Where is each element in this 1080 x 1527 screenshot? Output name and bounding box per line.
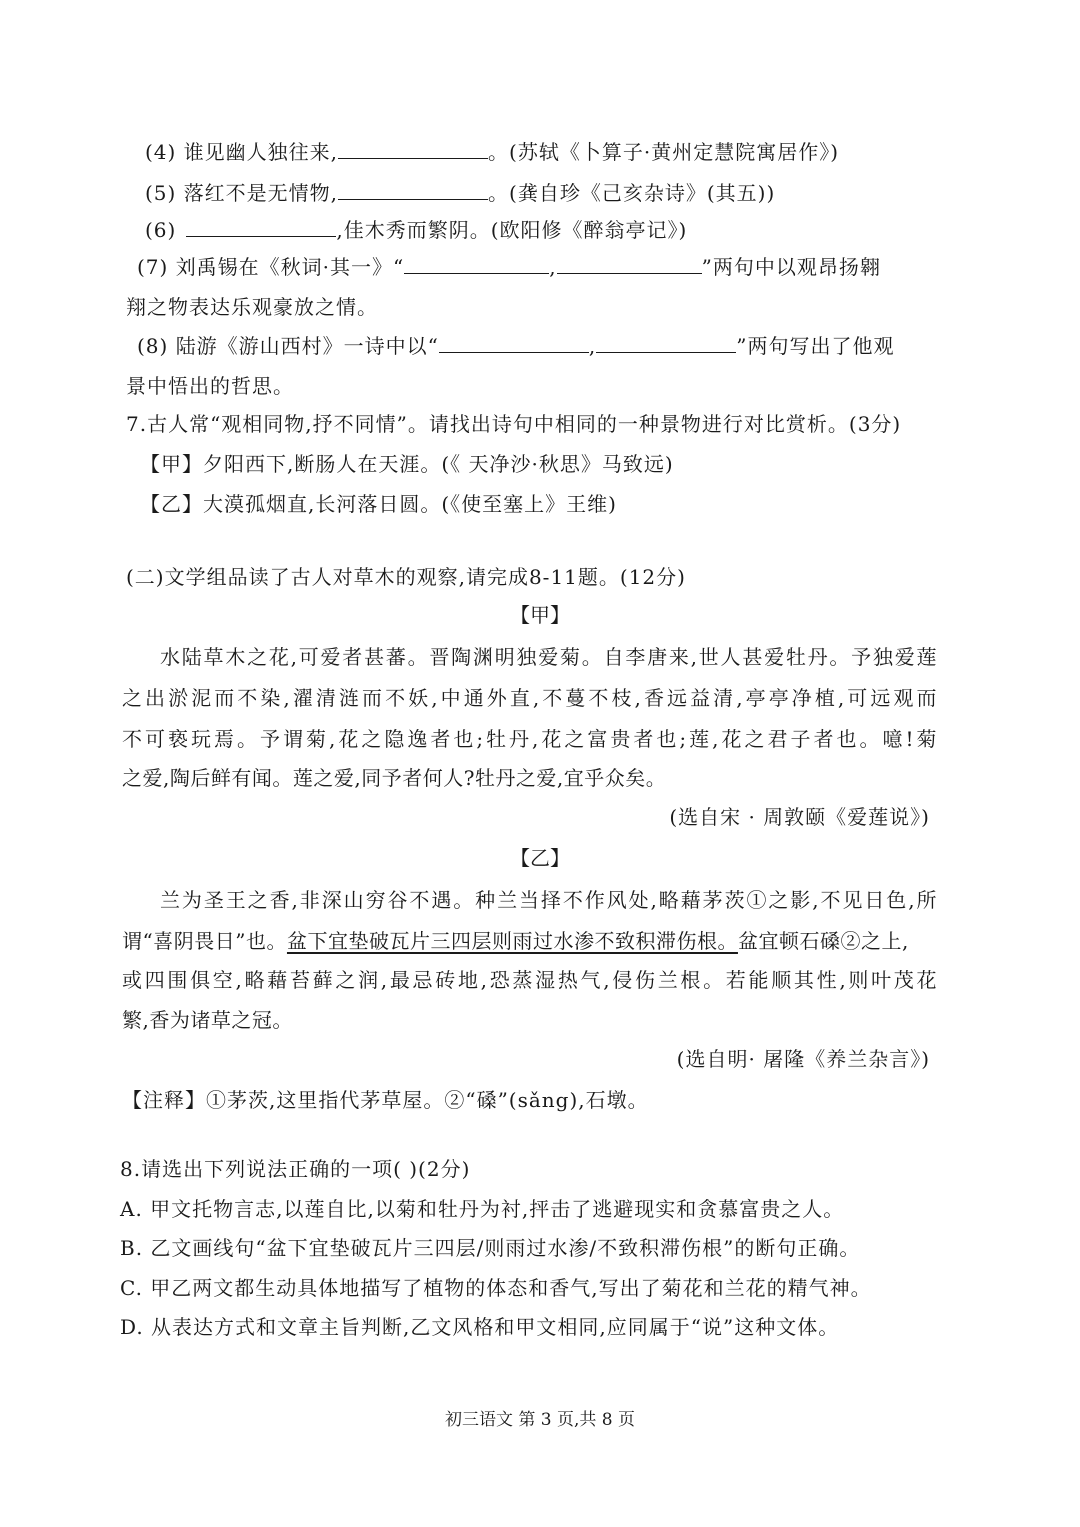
q7-prompt: 7.古人常“观相同物,抒不同情”。请找出诗句中相同的一种景物进行对比赏析。(3分) [126, 412, 902, 436]
q5-blank[interactable] [338, 181, 488, 200]
q8-blank-2[interactable] [596, 334, 736, 353]
fill-in-q7 [137, 253, 881, 281]
q8-option-d[interactable]: D. 从表达方式和文章主旨判断,乙文风格和甲文相同,应同属于“说”这种文体。 [120, 1315, 840, 1339]
fill-in-q5 [145, 179, 775, 207]
q8-comma: , [588, 334, 597, 358]
q8-blank-1[interactable] [439, 334, 589, 353]
q4-text: (4) 谁见幽人独往来, [145, 140, 339, 164]
q7-text-end: ”两句中以观昂扬翱 [701, 255, 881, 279]
q8-fill-text-end: ”两句写出了他观 [736, 334, 895, 358]
yi-line-2-start: 谓“喜阴畏日”也。 [122, 929, 287, 953]
yi-line-2-end: 盆宜顿石磉②之上, [737, 929, 909, 953]
yi-line-4: 繁,香为诸草之冠。 [122, 1008, 293, 1032]
jia-line-2: 之出淤泥而不染,濯清涟而不妖,中通外直,不蔓不枝,香远益清,亭亭净植,可远观而 [122, 686, 937, 710]
fill-in-q8 [137, 332, 895, 360]
jia-line-1: 水陆草木之花,可爱者甚蕃。晋陶渊明独爱菊。自李唐来,世人甚爱牡丹。予独爱莲 [160, 645, 937, 669]
q8-option-a[interactable]: A. 甲文托物言志,以莲自比,以菊和牡丹为衬,抨击了逃避现实和贪慕富贵之人。 [120, 1197, 845, 1221]
yi-line-2 [122, 927, 909, 955]
q8-option-b[interactable]: B. 乙文画线句“盆下宜垫破瓦片三四层/则雨过水渗/不致积滞伤根”的断句正确。 [120, 1236, 861, 1260]
jia-source: (选自宋 · 周敦颐《爱莲说》) [669, 805, 930, 829]
yi-line-1: 兰为圣王之香,非深山穷谷不遇。种兰当择不作风处,略藉茅茨①之影,不见日色,所 [160, 888, 937, 912]
q5-source: 。(龚自珍《己亥杂诗》(其五)) [488, 181, 776, 205]
fill-in-q6 [145, 216, 687, 244]
fill-in-q7-line2: 翔之物表达乐观豪放之情。 [126, 295, 378, 319]
jia-heading: 【甲】 [510, 603, 570, 627]
yi-line-3: 或四围俱空,略藉苔藓之润,最忌砖地,恐蒸湿热气,侵伤兰根。若能顺其性,则叶茂花 [122, 968, 937, 992]
fill-in-q8-line2: 景中悟出的哲思。 [126, 374, 294, 398]
q7-blank-1[interactable] [404, 255, 549, 274]
q6-blank[interactable] [186, 218, 336, 237]
q7-poem-jia: 【甲】夕阳西下,断肠人在天涯。(《 天净沙·秋思》马致远) [140, 452, 674, 476]
yi-heading: 【乙】 [510, 846, 570, 870]
yi-source: (选自明· 屠隆《养兰杂言》) [676, 1047, 930, 1071]
q8-option-c[interactable]: C. 甲乙两文都生动具体地描写了植物的体态和香气,写出了菊花和兰花的精气神。 [120, 1276, 872, 1300]
q4-blank[interactable] [338, 140, 488, 159]
q7-poem-yi: 【乙】大漠孤烟直,长河落日圆。(《使至塞上》王维) [140, 492, 617, 516]
q7-text: (7) 刘禹锡在《秋词·其一》“ [137, 255, 405, 279]
q6-text: (6) [145, 218, 177, 242]
q8-fill-text: (8) 陆游《游山西村》一诗中以“ [137, 334, 439, 358]
q4-source: 。(苏轼《卜算子·黄州定慧院寓居作》) [488, 140, 840, 164]
page-footer: 初三语文 第 3 页,共 8 页 [444, 1410, 636, 1430]
q7-blank-2[interactable] [557, 255, 702, 274]
jia-line-4: 之爱,陶后鲜有闻。莲之爱,同予者何人?牡丹之爱,宜乎众矣。 [122, 766, 667, 790]
q5-text: (5) 落红不是无情物, [145, 181, 339, 205]
yi-underlined-sentence: 盆下宜垫破瓦片三四层则雨过水渗不致积滞伤根。 [286, 929, 738, 953]
jia-line-3: 不可亵玩焉。予谓菊,花之隐逸者也;牡丹,花之富贵者也;莲,花之君子者也。噫!菊 [122, 727, 937, 751]
fill-in-q4 [145, 138, 839, 166]
q6-source: ,佳木秀而繁阴。(欧阳修《醉翁亭记》) [336, 218, 688, 242]
annotation-note: 【注释】①茅茨,这里指代茅草屋。②“磉”(sǎng),石墩。 [122, 1088, 649, 1112]
q7-comma: , [549, 255, 557, 279]
section2-intro: (二)文学组品读了古人对草木的观察,请完成8-11题。(12分) [126, 565, 686, 589]
q8-prompt: 8.请选出下列说法正确的一项( )(2分) [120, 1157, 471, 1181]
